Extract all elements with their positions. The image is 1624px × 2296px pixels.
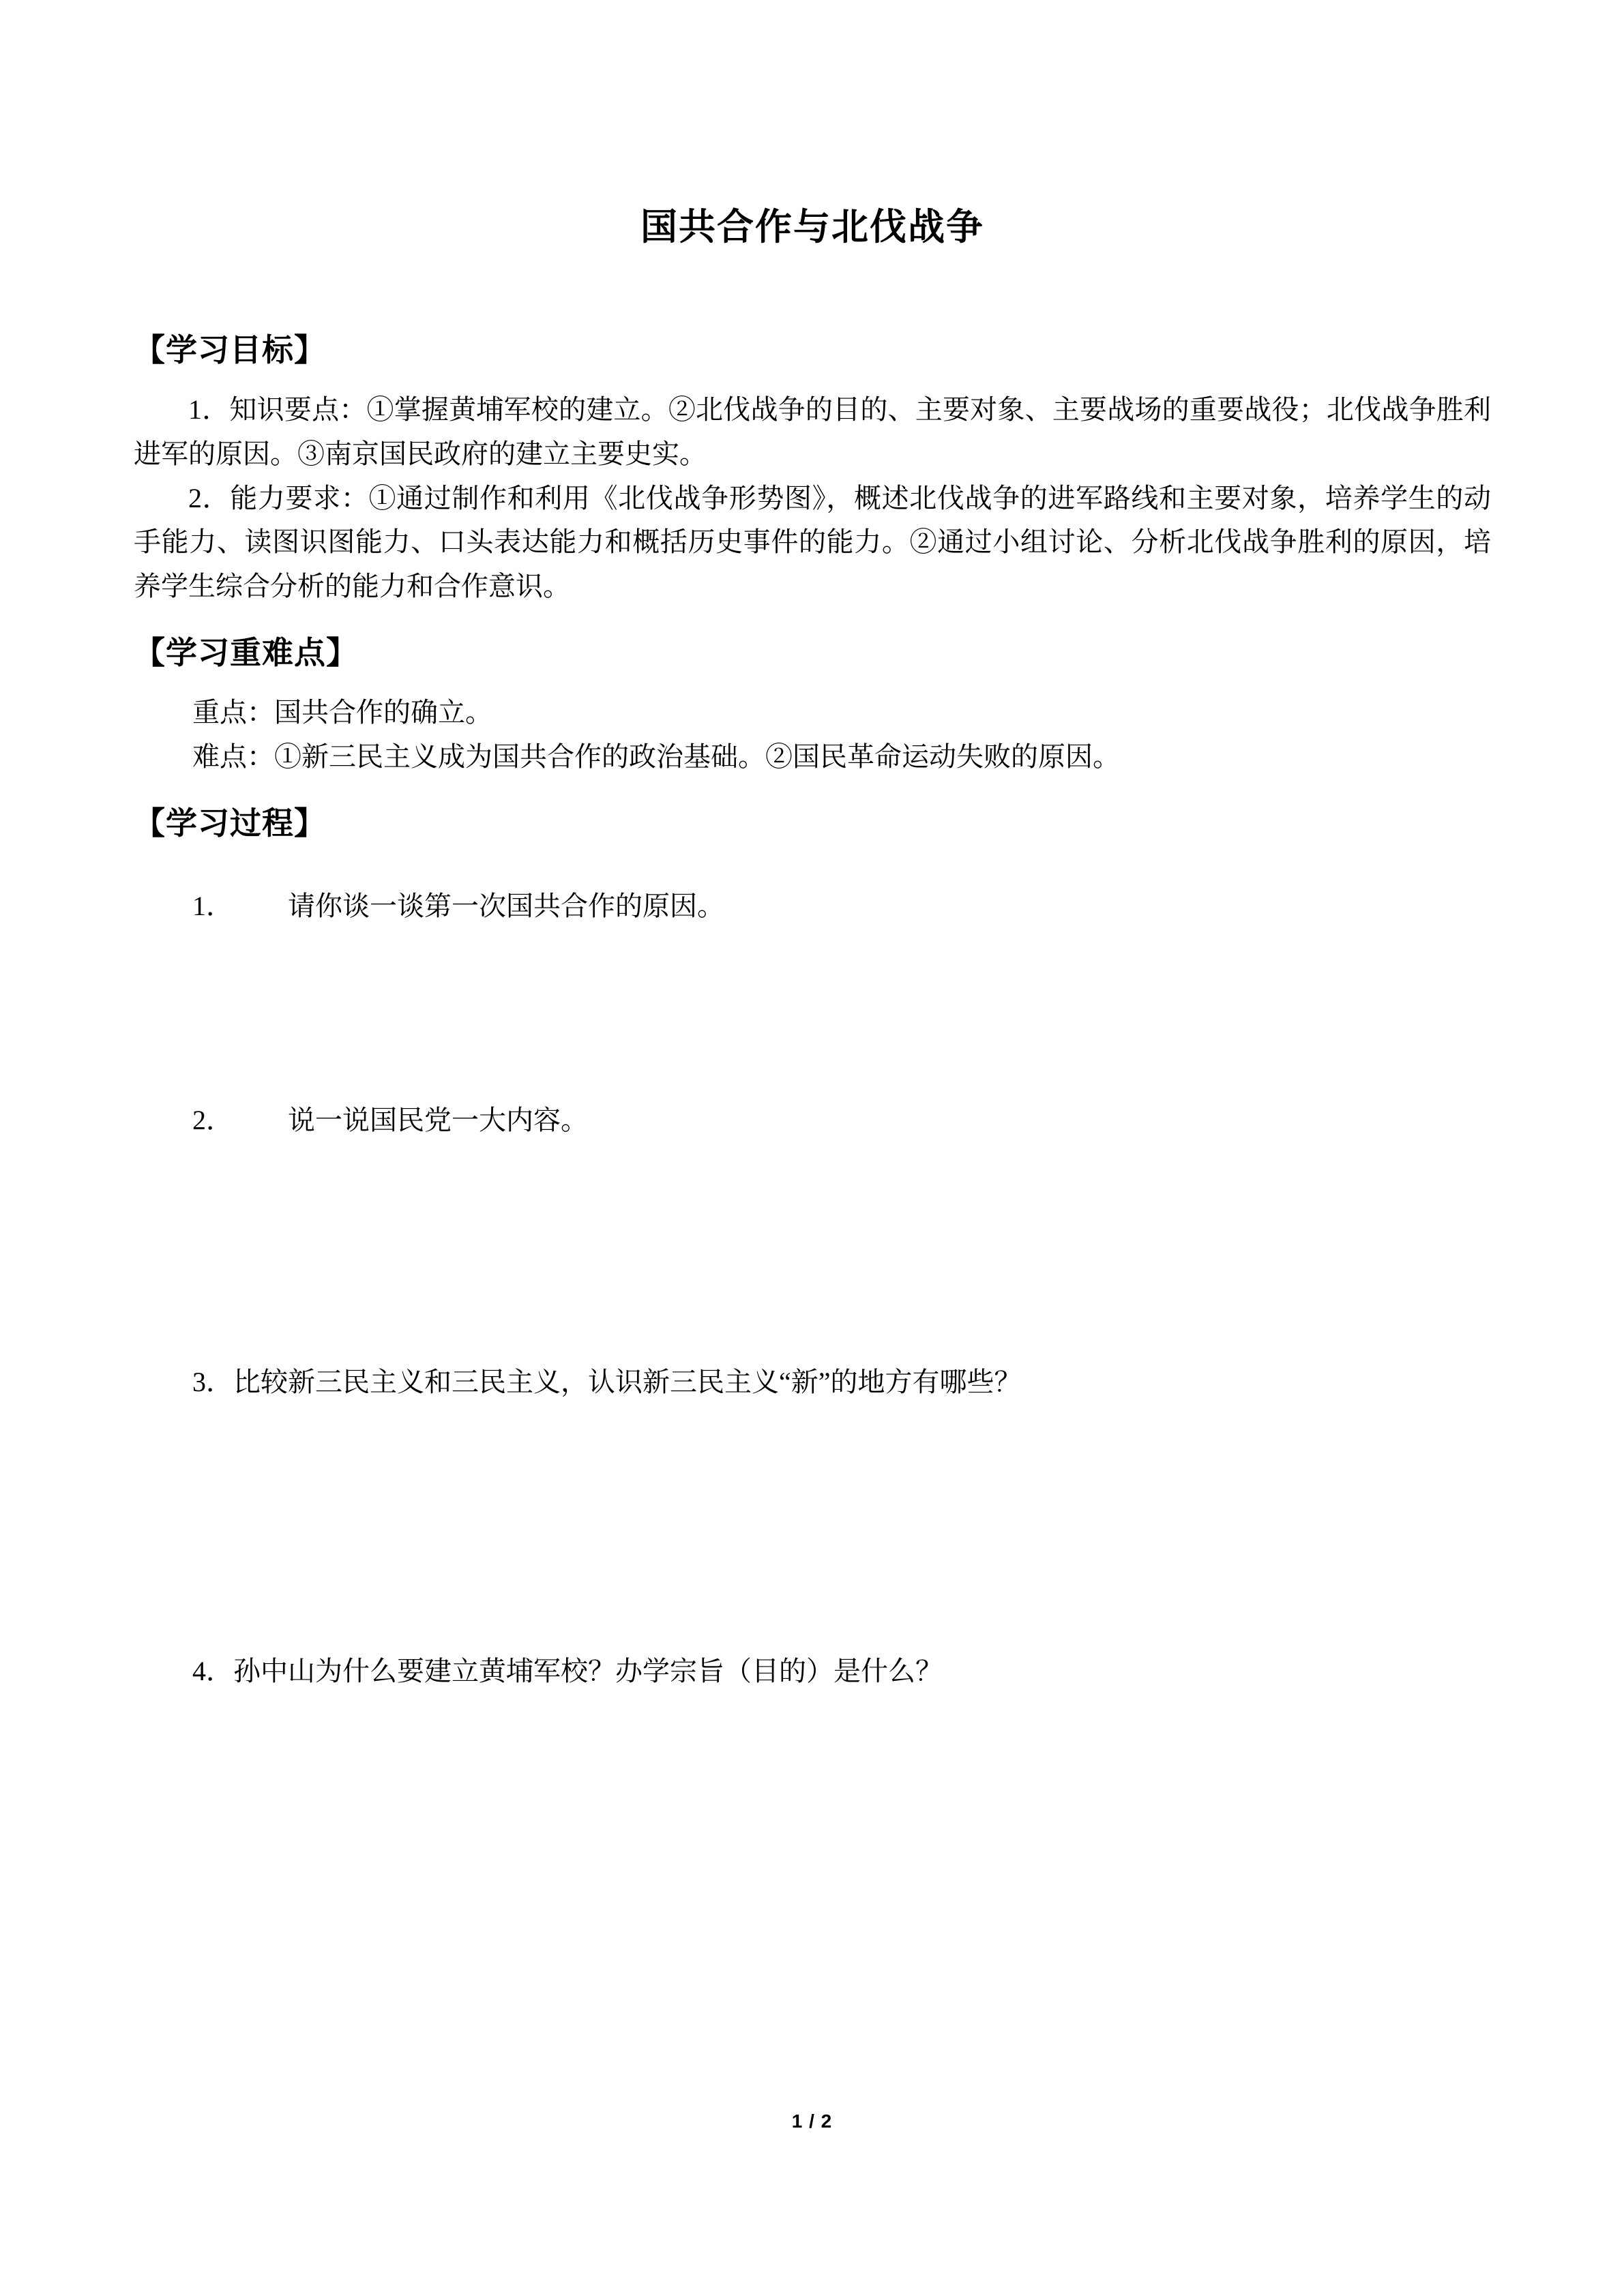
document-body	[134, 0, 1491, 1693]
key-point-item-2: 难点：①新三民主义成为国共合作的政治基础。②国民革命运动失败的原因。	[192, 741, 1120, 772]
objective-item-2: 2．能力要求：①通过制作和利用《北伐战争形势图》，概述北伐战争的进军路线和主要对象，培养学生的动手能力、读图识图能力、口头表达能力和概括历史事件的能力。②通过小组讨论、分析北伐战争胜利的原因，培养学生综合分析的能力和合作意识。	[134, 482, 1491, 602]
question-number-4: 4．	[192, 1655, 233, 1686]
question-item-1	[134, 884, 1491, 928]
section-heading-process: 【学习过程】	[134, 805, 326, 841]
page-footer: 1 / 2	[791, 2111, 833, 2132]
question-number-1: 1．	[192, 890, 233, 921]
question-text-3: 比较新三民主义和三民主义，认识新三民主义“新”的地方有哪些？	[233, 1366, 1022, 1397]
question-text-1: 请你谈一谈第一次国共合作的原因。	[288, 890, 724, 921]
answer-space-1	[134, 928, 1491, 1099]
answer-space-2	[134, 1142, 1491, 1313]
question-text-2: 说一说国民党一大内容。	[288, 1104, 588, 1135]
question-item-4	[134, 1650, 1491, 1693]
key-point-item-1: 重点：国共合作的确立。	[192, 696, 492, 728]
page-title: 国共合作与北伐战争	[640, 207, 984, 248]
question-item-3	[134, 1360, 1491, 1404]
question-text-4: 孙中山为什么要建立黄埔军校？办学宗旨（目的）是什么？	[233, 1655, 943, 1686]
question-number-3: 3．	[192, 1366, 233, 1397]
question-number-2: 2．	[192, 1104, 233, 1135]
objective-item-1: 1．知识要点：①掌握黄埔军校的建立。②北伐战争的目的、主要对象、主要战场的重要战役；北伐战争胜利进军的原因。③南京国民政府的建立主要史实。	[134, 394, 1491, 469]
answer-space-3	[134, 1404, 1491, 1575]
question-item-2	[134, 1099, 1491, 1142]
section-heading-objectives: 【学习目标】	[134, 332, 326, 368]
section-heading-key-points: 【学习重难点】	[134, 634, 358, 670]
